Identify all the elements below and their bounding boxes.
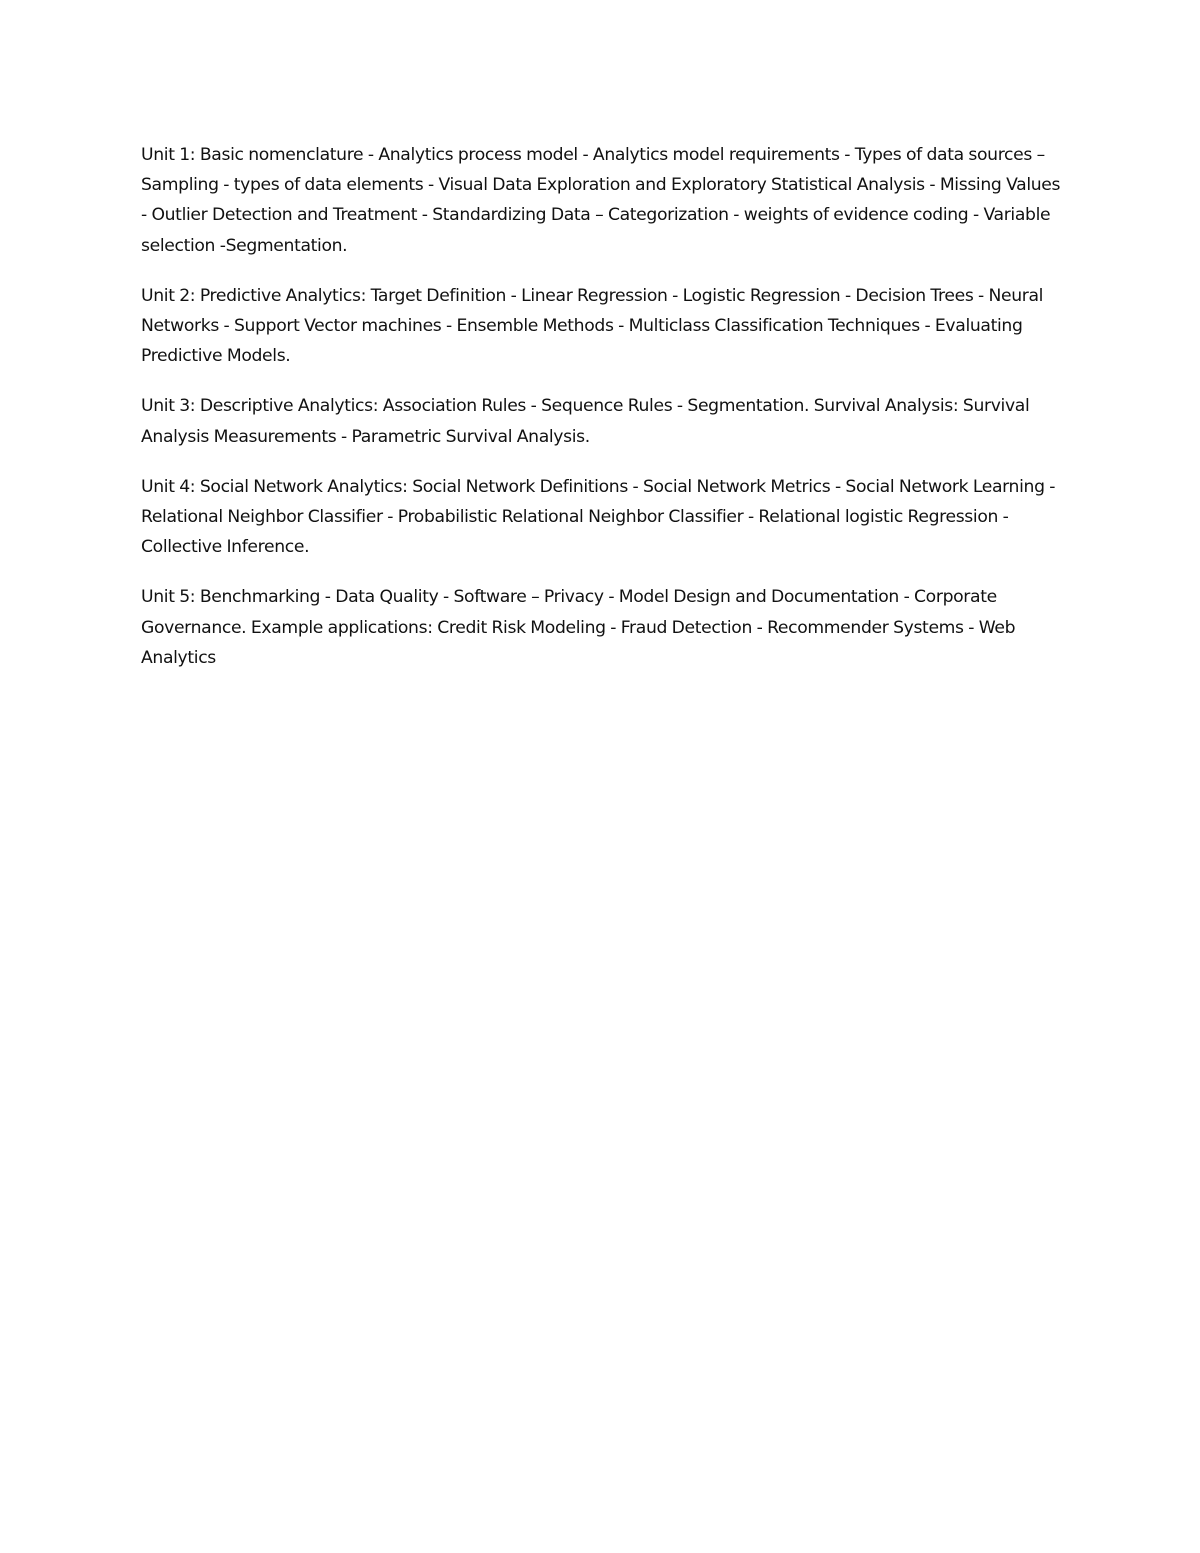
unit-5-paragraph: Unit 5: Benchmarking - Data Quality - Software – Privacy - Model Design and Documentation - Corporate Governance. Example applications: Credit Risk Modeling - Fraud Detection - Recommender Systems - Web Analytics [141,587,1016,668]
unit-4-paragraph: Unit 4: Social Network Analytics: Social Network Definitions - Social Network Metrics - Social Network Learning -Relational Neighbor Classifier - Probabilistic Relational Neighbor Classifier - Relational logistic Regression - Collective Inference. [141,476,1056,558]
unit-3-paragraph: Unit 3: Descriptive Analytics: Association Rules - Sequence Rules - Segmentation. Survival Analysis: Survival Analysis Measurements - Parametric Survival Analysis. [141,396,1030,447]
unit-1-paragraph: Unit 1: Basic nomenclature - Analytics process model - Analytics model requirements - Types of data sources – Sampling - types of data elements - Visual Data Exploration and Exploratory Statistical Analysis - Missing Values - Outlier Detection and Treatment - Standardizing Data – Categorization - weights of evidence coding - Variable selection -Segmentation. [141,145,1061,256]
unit-2-paragraph: Unit 2: Predictive Analytics: Target Definition - Linear Regression - Logistic Regression - Decision Trees - Neural Networks - Support Vector machines - Ensemble Methods - Multiclass Classification Techniques - Evaluating Predictive Models. [141,285,1044,367]
syllabus-content [141,140,1061,693]
